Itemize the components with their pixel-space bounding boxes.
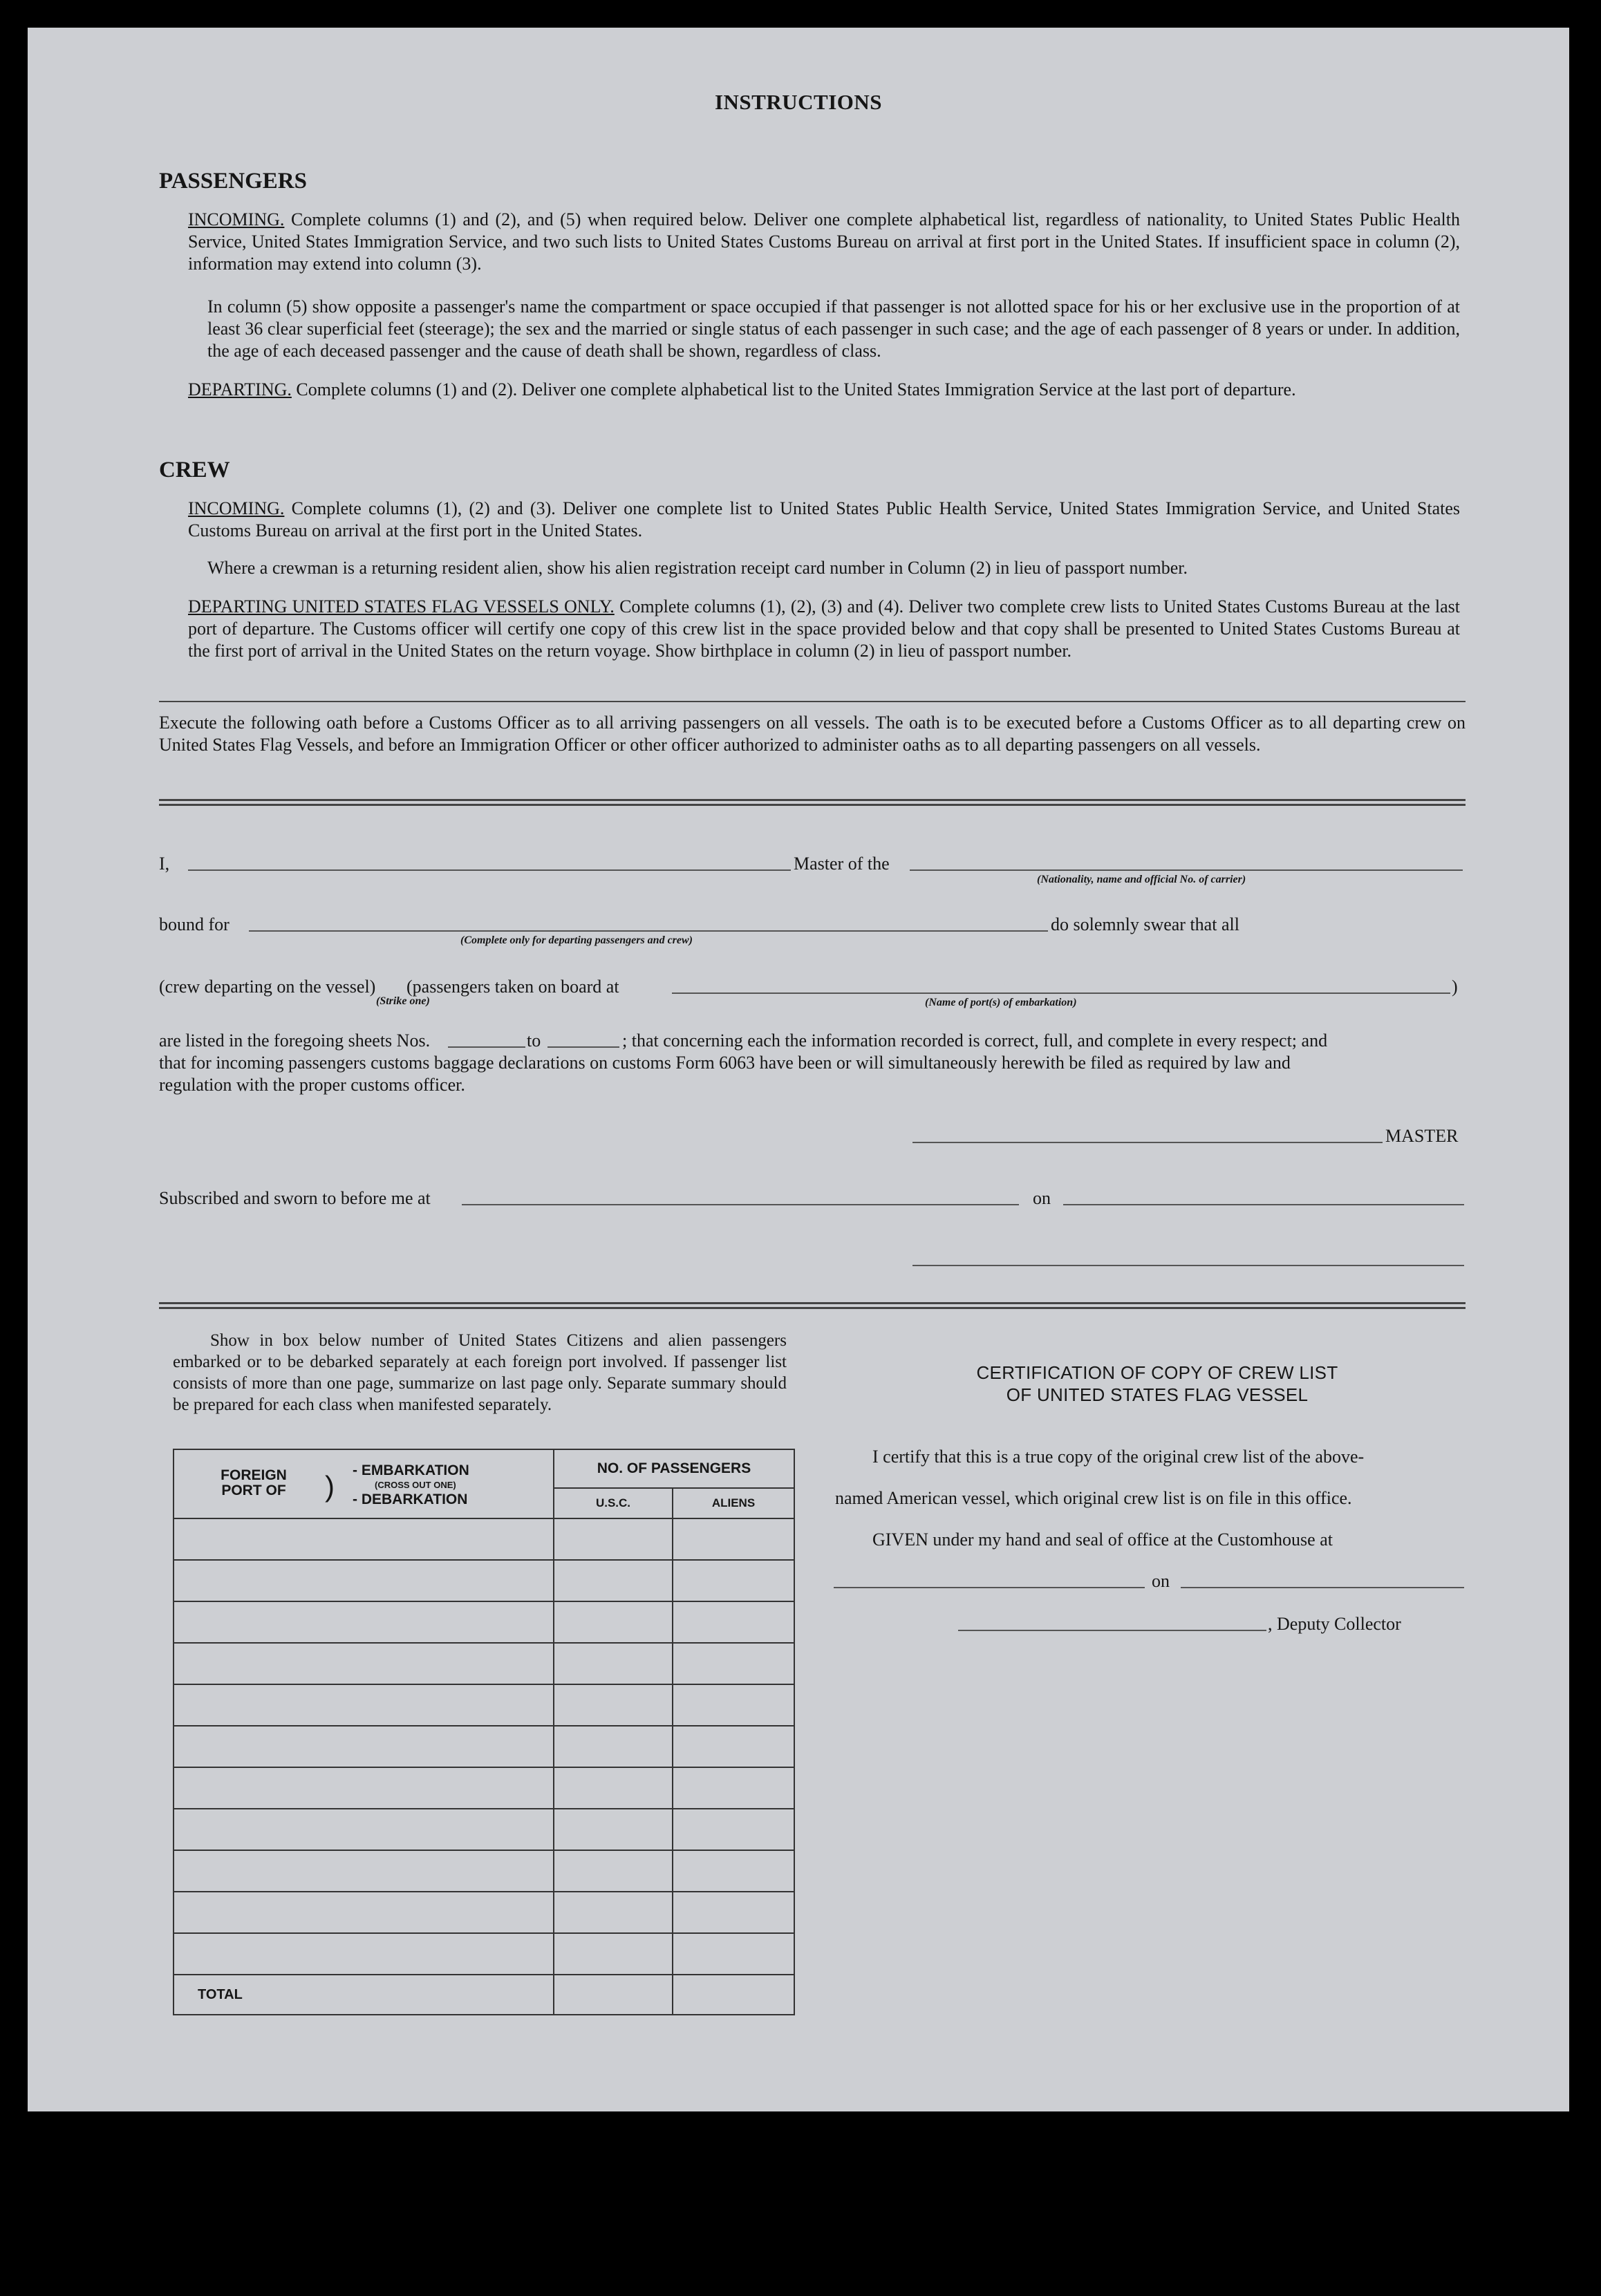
foreign-port-header: FOREIGN PORT OF	[221, 1467, 287, 1498]
crew-incoming-label: INCOMING.	[188, 498, 285, 518]
passengers-heading: PASSENGERS	[159, 169, 307, 194]
port-cell[interactable]	[174, 1560, 554, 1601]
certification-line3: GIVEN under my hand and seal of office at the Customhouse at	[872, 1530, 1333, 1550]
aliens-cell[interactable]	[673, 1601, 794, 1643]
usc-cell[interactable]	[554, 1643, 673, 1684]
certification-title	[850, 1362, 1464, 1406]
master-label: MASTER	[1385, 1126, 1459, 1146]
listed-line3: regulation with the proper customs officer.	[159, 1075, 465, 1095]
passengers-departing-label: DEPARTING.	[188, 379, 292, 399]
passengers-incoming-text: Complete columns (1) and (2), and (5) when required below. Deliver one complete alphabetical list, regardless of nationality, to United States Public Health Service, United States Immigration Service, and two such lists to United States Customs Bureau on arrival at first port in the United States. If insufficient space in column (2), information may extend into column (3).	[188, 209, 1460, 274]
crew-incoming-text: Complete columns (1), (2) and (3). Deliver one complete list to United States Public Health Service, United States Immigration Service, and United States Customs Bureau on arrival at the first port in the United States.	[188, 498, 1460, 540]
port-cell[interactable]	[174, 1850, 554, 1892]
deputy-collector-label: , Deputy Collector	[1268, 1614, 1401, 1634]
passengers-departing-text: Complete columns (1) and (2). Deliver one complete alphabetical list to the United States Immigration Service at the last port of departure.	[296, 379, 1296, 399]
bound-for-label: bound for	[159, 914, 230, 934]
usc-cell[interactable]	[554, 1933, 673, 1975]
nationality-caption: (Nationality, name and official No. of carrier)	[1037, 874, 1246, 885]
ports-caption: (Name of port(s) of embarkation)	[925, 997, 1077, 1008]
swear-label: do solemnly swear that all	[1051, 914, 1239, 934]
officer-signature-field[interactable]	[912, 1265, 1464, 1266]
aliens-cell[interactable]	[673, 1809, 794, 1850]
table-row	[174, 1643, 794, 1684]
usc-cell[interactable]	[554, 1560, 673, 1601]
master-of-label: Master of the	[794, 854, 890, 874]
summary-instruction: Show in box below number of United States Citizens and alien passengers embarked or to be debarked separately at each foreign port involved. If passenger list consists of more than one page, summarize on last page only. Separate summary should be prepared for each class when manifested separately.	[173, 1331, 787, 1414]
table-row	[174, 1767, 794, 1809]
table-row	[174, 1892, 794, 1933]
aliens-cell[interactable]	[673, 1933, 794, 1975]
master-signature-field[interactable]	[912, 1142, 1383, 1143]
crew-heading: CREW	[159, 458, 230, 482]
aliens-header: ALIENS	[673, 1488, 794, 1518]
embarkation-header: - EMBARKATION	[353, 1462, 469, 1478]
bound-for-field[interactable]	[249, 930, 1048, 932]
subscribed-label: Subscribed and sworn to before me at	[159, 1188, 431, 1208]
usc-cell[interactable]	[554, 1726, 673, 1767]
table-row	[174, 1518, 794, 1560]
certification-title-line1: CERTIFICATION OF COPY OF CREW LIST	[976, 1362, 1338, 1383]
usc-cell[interactable]	[554, 1850, 673, 1892]
summary-body	[174, 1518, 794, 1975]
passenger-summary-table	[173, 1449, 795, 2015]
total-aliens-cell[interactable]	[673, 1975, 794, 2015]
no-passengers-header: NO. OF PASSENGERS	[554, 1449, 794, 1488]
usc-cell[interactable]	[554, 1518, 673, 1560]
listed-suffix: ; that concerning each the information recorded is correct, full, and complete in every respect; and	[622, 1031, 1328, 1051]
table-row	[174, 1933, 794, 1975]
table-header-row	[174, 1449, 794, 1488]
table-row	[174, 1560, 794, 1601]
listed-line2: that for incoming passengers customs baggage declarations on customs Form 6063 have been or will simultaneously herewith be filed as required by law and	[159, 1053, 1291, 1073]
crew-departing-text: Complete columns (1), (2), (3) and (4). Deliver two complete crew lists to United States Customs Bureau at the last port of departure. The Customs officer will certify one copy of this crew list in the space provided below and that copy shall be presented to United States Customs Bureau at the first port of arrival in the United States on the return voyage. Show birthplace in column (2) in lieu of passport number.	[188, 596, 1461, 661]
form-page	[28, 28, 1569, 2111]
oath-i-label: I,	[159, 854, 170, 874]
crew-departing-instruction	[188, 596, 1460, 662]
certification-date-field[interactable]	[1181, 1587, 1464, 1588]
total-label: TOTAL	[174, 1975, 554, 2015]
port-cell[interactable]	[174, 1518, 554, 1560]
table-row	[174, 1809, 794, 1850]
oath-instruction: Execute the following oath before a Customs Officer as to all arriving passengers on all vessels. The oath is to be executed before a Customs Officer as to all departing crew on United States Flag Vessels, and before an Immigration Officer or other officer authorized to administer oaths as to all departing passengers on all vessels.	[159, 713, 1466, 755]
port-cell[interactable]	[174, 1684, 554, 1726]
brace-icon: )	[325, 1470, 335, 1503]
deputy-signature-field[interactable]	[958, 1630, 1266, 1631]
passengers-incoming-instruction	[188, 209, 1460, 275]
usc-cell[interactable]	[554, 1601, 673, 1643]
certification-title-line2: OF UNITED STATES FLAG VESSEL	[1006, 1384, 1309, 1405]
double-rule-bottom	[159, 804, 1466, 806]
customhouse-field[interactable]	[834, 1587, 1145, 1588]
port-cell[interactable]	[174, 1933, 554, 1975]
port-cell[interactable]	[174, 1643, 554, 1684]
aliens-cell[interactable]	[673, 1684, 794, 1726]
port-cell[interactable]	[174, 1726, 554, 1767]
total-usc-cell[interactable]	[554, 1975, 673, 2015]
crew-departing-option: (crew departing on the vessel)	[159, 977, 376, 997]
passengers-taken-option: (passengers taken on board at	[406, 977, 619, 997]
strike-one-caption: (Strike one)	[376, 995, 430, 1007]
embarkation-ports-field[interactable]	[672, 992, 1450, 994]
page-title: INSTRUCTIONS	[714, 90, 882, 114]
aliens-cell[interactable]	[673, 1643, 794, 1684]
crew-departing-label: DEPARTING UNITED STATES FLAG VESSELS ONLY.	[188, 596, 615, 617]
aliens-cell[interactable]	[673, 1892, 794, 1933]
aliens-cell[interactable]	[673, 1767, 794, 1809]
listed-prefix: are listed in the foregoing sheets Nos.	[159, 1031, 431, 1051]
double-rule-top	[159, 799, 1466, 801]
passengers-departing-instruction	[188, 379, 1460, 401]
port-header-cell	[174, 1449, 554, 1518]
double-rule2-top	[159, 1302, 1466, 1304]
port-cell[interactable]	[174, 1892, 554, 1933]
passengers-column5-instruction: In column (5) show opposite a passenger's name the compartment or space occupied if that passenger is not allotted space for his or her exclusive use in the proportion of at least 36 clear superficial feet (steerage); the sex and the married or single status of each passenger in such case; and the age of each passenger of 8 years or under. In addition, the age of each deceased passenger and the cause of death shall be shown, regardless of class.	[207, 297, 1460, 361]
crew-incoming-instruction	[188, 498, 1460, 542]
close-paren: )	[1452, 977, 1458, 997]
total-row	[174, 1975, 794, 2015]
complete-only-caption: (Complete only for departing passengers and crew)	[460, 934, 693, 946]
sheet-from-field[interactable]	[448, 1046, 525, 1048]
certification-on-label: on	[1152, 1571, 1170, 1591]
aliens-cell[interactable]	[673, 1560, 794, 1601]
sworn-date-field[interactable]	[1063, 1204, 1464, 1205]
port-cell[interactable]	[174, 1809, 554, 1850]
carrier-field[interactable]	[910, 869, 1463, 871]
aliens-cell[interactable]	[673, 1726, 794, 1767]
port-cell[interactable]	[174, 1767, 554, 1809]
sworn-place-field[interactable]	[462, 1204, 1019, 1205]
usc-cell[interactable]	[554, 1892, 673, 1933]
usc-cell[interactable]	[554, 1684, 673, 1726]
usc-header: U.S.C.	[554, 1488, 673, 1518]
master-name-field[interactable]	[188, 869, 791, 871]
table-row	[174, 1726, 794, 1767]
double-rule2-bottom	[159, 1307, 1466, 1309]
table-row	[174, 1684, 794, 1726]
aliens-cell[interactable]	[673, 1518, 794, 1560]
to-label: to	[527, 1031, 541, 1051]
crew-returning-instruction: Where a crewman is a returning resident alien, show his alien registration receipt card number in Column (2) in lieu of passport number.	[207, 558, 1188, 578]
cross-out-header: (CROSS OUT ONE)	[375, 1480, 456, 1490]
passengers-incoming-label: INCOMING.	[188, 209, 285, 229]
usc-cell[interactable]	[554, 1767, 673, 1809]
usc-cell[interactable]	[554, 1809, 673, 1850]
table-row	[174, 1850, 794, 1892]
sheet-to-field[interactable]	[547, 1046, 619, 1048]
sworn-on-label: on	[1033, 1188, 1051, 1208]
certification-line1: I certify that this is a true copy of the original crew list of the above-	[872, 1447, 1365, 1467]
certification-line2: named American vessel, which original crew list is on file in this office.	[835, 1488, 1352, 1508]
section-divider	[159, 701, 1466, 702]
table-row	[174, 1601, 794, 1643]
debarkation-header: - DEBARKATION	[353, 1492, 468, 1507]
aliens-cell[interactable]	[673, 1850, 794, 1892]
port-cell[interactable]	[174, 1601, 554, 1643]
